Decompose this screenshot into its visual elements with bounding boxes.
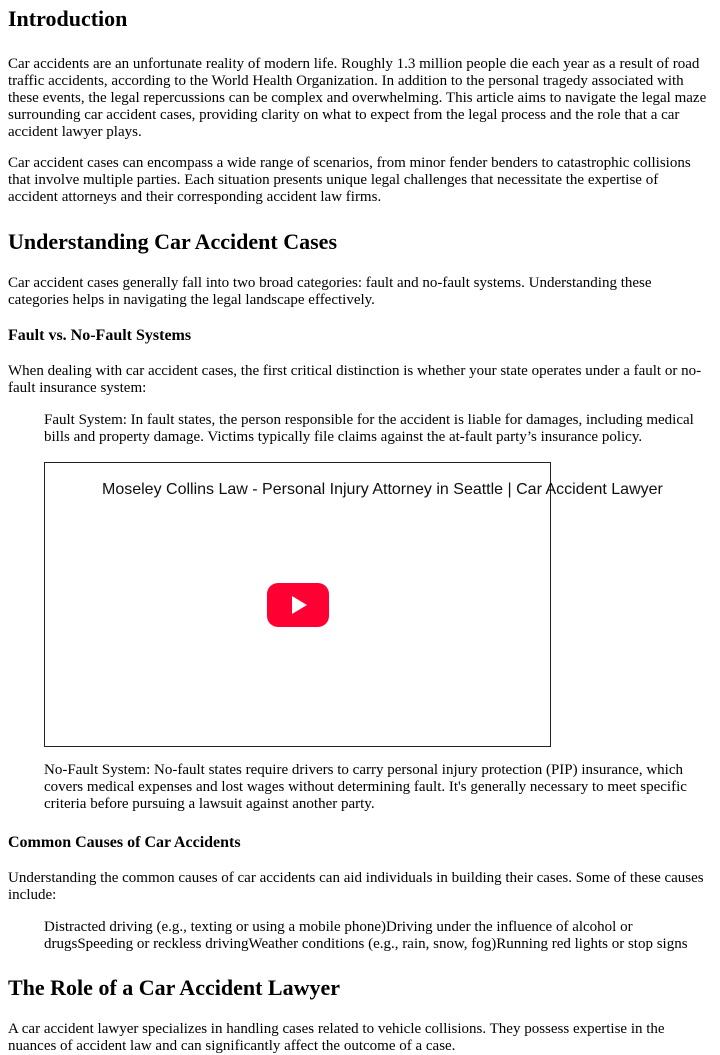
heading-common-causes: Common Causes of Car Accidents <box>8 834 241 851</box>
heading-introduction: Introduction <box>8 6 128 31</box>
fault-paragraph: When dealing with car accident cases, the first critical distinction is whether your state operates under a fault or no-fault insurance system: <box>8 363 702 396</box>
heading-understanding-cases: Understanding Car Accident Cases <box>8 229 338 254</box>
intro-paragraph-2: Car accident cases can encompass a wide range of scenarios, from minor fender benders to catastrophic collisions that involve multiple parties. Each situation presents unique legal challenges that necessitate the expertise of accident attorneys and their corresponding accident law firms. <box>8 155 691 205</box>
youtube-play-icon[interactable] <box>267 583 329 627</box>
role-paragraph: A car accident lawyer specializes in handling cases related to vehicle collisions. They possess expertise in the nuances of accident law and can significantly affect the outcome of a case. <box>8 1021 665 1054</box>
heading-fault-systems: Fault vs. No-Fault Systems <box>8 327 192 344</box>
causes-paragraph: Understanding the common causes of car accidents can aid individuals in building their cases. Some of these causes include: <box>8 870 704 903</box>
heading-role-of-lawyer: The Role of a Car Accident Lawyer <box>8 975 340 1000</box>
no-fault-system-item: No-Fault System: No-fault states require drivers to carry personal injury protection (PIP) insurance, which covers medical expenses and lost wages without determining fault. It's generally necessary to meet specific criteria before pursuing a lawsuit against another party. <box>44 762 687 812</box>
video-embed[interactable] <box>44 462 663 747</box>
causes-list: Distracted driving (e.g., texting or using a mobile phone)Driving under the influence of alcohol or drugsSpeeding or reckless drivingWeather conditions (e.g., rain, snow, fog)Running red lights or stop signs <box>44 919 688 952</box>
understanding-paragraph: Car accident cases generally fall into two broad categories: fault and no-fault systems. Understanding these categories helps in navigating the legal landscape effectively. <box>8 275 652 308</box>
fault-system-item: Fault System: In fault states, the person responsible for the accident is liable for damages, including medical bills and property damage. Victims typically file claims against the at-fault party’s insurance policy. <box>44 412 694 445</box>
intro-paragraph-1: Car accidents are an unfortunate reality of modern life. Roughly 1.3 million people die each year as a result of road traffic accidents, according to the World Health Organization. In addition to the personal tragedy associated with these events, the legal repercussions can be complex and overwhelming. This article aims to navigate the legal maze surrounding car accident cases, providing clarity on what to expect from the legal process and the role that a car accident lawyer plays. <box>8 56 707 140</box>
video-title[interactable]: Moseley Collins Law - Personal Injury Attorney in Seattle | Car Accident Lawyer <box>102 481 663 498</box>
